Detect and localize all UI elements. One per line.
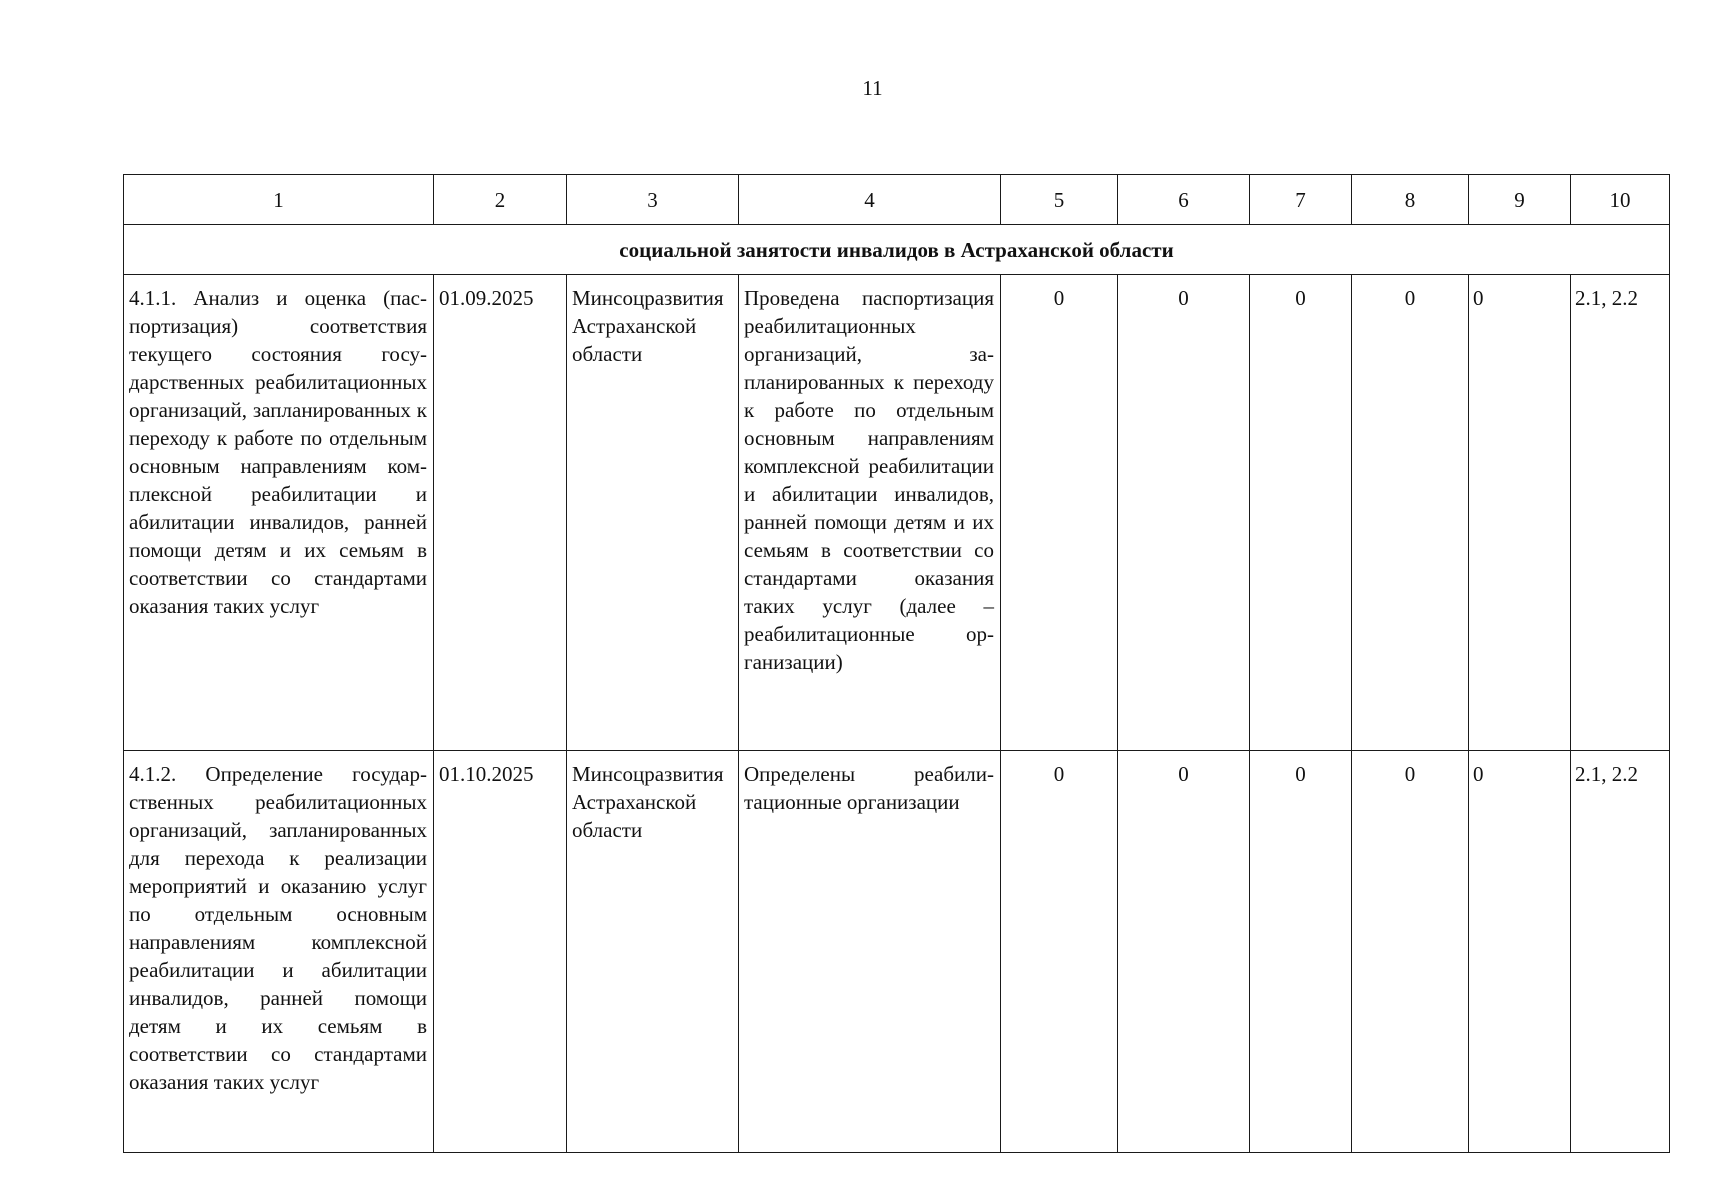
column-number: 5 — [1001, 175, 1118, 225]
activity-name-cell: 4.1.2. Определение государственных реабилитационных организаций, запланированных для перехода к реализации мероприятий и оказанию услуг по отдельным основным направлениям комплексной реабилитации и абилитации инвалидов, ранней помощи детям и их семьям в соответствии со стандартами оказания таких услуг — [124, 751, 434, 1153]
executor-cell: Минсоцразвития Астраханской области — [567, 751, 739, 1153]
value-cell: 0 — [1001, 275, 1118, 751]
result-cell: Определены реабилитационные организации — [739, 751, 1001, 1153]
page-number: 11 — [862, 76, 883, 100]
program-table — [123, 174, 1670, 1153]
column-number-row — [124, 175, 1670, 225]
indicator-ref-cell: 2.1, 2.2 — [1571, 275, 1670, 751]
value-cell: 0 — [1250, 751, 1352, 1153]
table-row — [124, 275, 1670, 751]
column-number: 2 — [434, 175, 567, 225]
value-cell: 0 — [1118, 275, 1250, 751]
indicator-ref-cell: 2.1, 2.2 — [1571, 751, 1670, 1153]
activity-name-cell: 4.1.1. Анализ и оценка (паспортизация) соответствия текущего состояния государственных реабилитационных организаций, запланированных к переходу к работе по отдельным основным направлениям комплексной реабилитации и абилитации инвалидов, ранней помощи детям и их семьям в соответствии со стандартами оказания таких услуг — [124, 275, 434, 751]
value-cell: 0 — [1352, 751, 1469, 1153]
deadline-cell: 01.10.2025 — [434, 751, 567, 1153]
column-number: 8 — [1352, 175, 1469, 225]
column-number: 6 — [1118, 175, 1250, 225]
executor-cell: Минсоцразвития Астраханской области — [567, 275, 739, 751]
value-cell: 0 — [1469, 751, 1571, 1153]
column-number: 9 — [1469, 175, 1571, 225]
value-cell: 0 — [1352, 275, 1469, 751]
section-row — [124, 225, 1670, 275]
column-number: 3 — [567, 175, 739, 225]
column-number: 4 — [739, 175, 1001, 225]
value-cell: 0 — [1118, 751, 1250, 1153]
deadline-cell: 01.09.2025 — [434, 275, 567, 751]
value-cell: 0 — [1001, 751, 1118, 1153]
value-cell: 0 — [1250, 275, 1352, 751]
section-title: социальной занятости инвалидов в Астраханской области — [124, 225, 1670, 275]
table-row — [124, 751, 1670, 1153]
column-number: 10 — [1571, 175, 1670, 225]
value-cell: 0 — [1469, 275, 1571, 751]
column-number: 1 — [124, 175, 434, 225]
column-number: 7 — [1250, 175, 1352, 225]
result-cell: Проведена паспортизация реабилитационных организаций, запланированных к переходу к работе по отдельным основным направлениям комплексной реабилитации и абилитации инвалидов, ранней помощи детям и их семьям в соответствии со стандартами оказания таких услуг (далее – реабилитационные организации) — [739, 275, 1001, 751]
